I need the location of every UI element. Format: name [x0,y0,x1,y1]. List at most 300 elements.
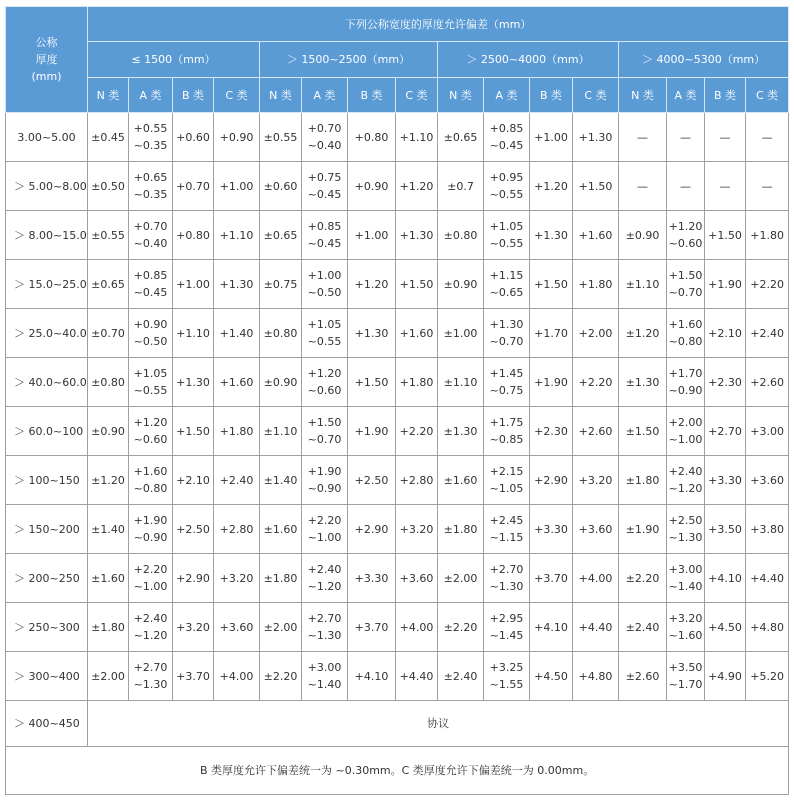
tolerance-cell [530,309,573,358]
tolerance-value: +0.80 [354,130,389,144]
tolerance-value: +0.90 [219,130,254,144]
tolerance-cell [438,309,484,358]
tolerance-cell [214,358,260,407]
tolerance-cell [667,309,705,358]
tolerance-cell [667,603,705,652]
tolerance-cell [746,211,789,260]
tolerance-cell [88,505,129,554]
tolerance-value: ±2.20 [263,669,298,683]
tolerance-cell [129,113,173,162]
tolerance-value: ~1.30 [307,629,342,642]
tolerance-value: — [637,179,648,193]
tolerance-cell [484,211,530,260]
tolerance-cell [173,358,214,407]
thickness-range-cell: 3.00~5.00 [6,113,88,162]
tolerance-cell [302,358,348,407]
tolerance-value: ~1.00 [307,531,342,544]
tolerance-cell [667,113,705,162]
class-header: A 类 [129,78,173,113]
tolerance-value: ±0.65 [443,130,478,144]
tolerance-cell [396,309,438,358]
tolerance-cell [173,652,214,701]
width-range-header: ≤ 1500（mm） [88,42,260,78]
tolerance-cell [619,456,667,505]
tolerance-cell [88,407,129,456]
table-row [6,407,789,456]
tolerance-value: +4.00 [578,571,613,585]
tolerance-value: ~0.40 [133,237,168,250]
thickness-range-cell: ＞ 150~200 [6,505,88,554]
tolerance-cell [705,162,746,211]
tolerance-value: ±0.50 [91,179,125,193]
tolerance-cell [260,260,302,309]
tolerance-cell [619,113,667,162]
tolerance-value: +4.00 [219,669,254,683]
tolerance-value: ~1.30 [133,678,168,691]
tolerance-value: ~0.60 [668,237,703,250]
tolerance-value: ~0.90 [133,531,168,544]
tolerance-value: ~0.85 [489,433,524,446]
tolerance-value: ~0.55 [489,188,524,201]
tolerance-cell [619,505,667,554]
tolerance-cell [484,603,530,652]
tolerance-cell [129,456,173,505]
tolerance-cell [348,260,396,309]
tolerance-value: +1.50 [354,375,389,389]
tolerance-value: +0.85 [307,220,342,233]
tolerance-cell [530,652,573,701]
thickness-range-cell: ＞ 40.0~60.0 [6,358,88,407]
tolerance-value: ±1.60 [91,571,125,585]
table-row [6,505,789,554]
tolerance-value: +2.50 [176,522,210,536]
tolerance-cell [746,554,789,603]
tolerance-value: — [680,130,691,144]
thickness-range-cell: ＞ 25.0~40.0 [6,309,88,358]
tolerance-value: +2.20 [750,277,784,291]
tolerance-value: +1.30 [489,318,524,331]
tolerance-value: ~0.55 [133,384,168,397]
tolerance-value: +2.80 [219,522,254,536]
tolerance-value: +0.70 [307,122,342,135]
tolerance-value: ~1.45 [489,629,524,642]
tolerance-value: +2.90 [354,522,389,536]
tolerance-value: +2.20 [399,424,434,438]
tolerance-cell [484,652,530,701]
tolerance-value: +0.70 [176,179,210,193]
tolerance-value: ±1.30 [625,375,660,389]
tolerance-cell [438,407,484,456]
tolerance-cell [173,309,214,358]
tolerance-value: +1.80 [399,375,434,389]
tolerance-value: +1.10 [399,130,434,144]
tolerance-value: +1.30 [354,326,389,340]
table-header [6,7,789,113]
thickness-range-cell: ＞ 5.00~8.00 [6,162,88,211]
tolerance-cell [573,113,619,162]
tolerance-value: ±0.90 [443,277,478,291]
tolerance-cell [573,211,619,260]
tolerance-cell [438,505,484,554]
tolerance-cell [438,113,484,162]
class-header: A 类 [302,78,348,113]
thickness-range-cell: ＞ 300~400 [6,652,88,701]
tolerance-value: ~0.75 [489,384,524,397]
table-row [6,456,789,505]
tolerance-value: +1.50 [176,424,210,438]
tolerance-value: +0.55 [133,122,168,135]
tolerance-value: +2.50 [668,514,703,527]
tolerance-cell [88,162,129,211]
tolerance-value: +4.40 [750,571,784,585]
tolerance-cell [619,554,667,603]
tolerance-value: +1.50 [534,277,568,291]
tolerance-cell [302,407,348,456]
tolerance-cell [260,554,302,603]
tolerance-cell [348,211,396,260]
tolerance-value: +1.40 [219,326,254,340]
tolerance-value: ±0.90 [91,424,125,438]
tolerance-value: +1.50 [578,179,613,193]
table-body [6,113,789,747]
tolerance-cell [746,603,789,652]
table-row [6,309,789,358]
tolerance-cell [705,505,746,554]
tolerance-value: +1.30 [578,130,613,144]
tolerance-value: ~0.40 [307,139,342,152]
tolerance-cell [484,260,530,309]
tolerance-cell [302,113,348,162]
tolerance-cell [746,113,789,162]
tolerance-cell [173,260,214,309]
tolerance-value: +3.30 [534,522,568,536]
tolerance-cell [573,603,619,652]
tolerance-cell [129,652,173,701]
tolerance-cell [746,505,789,554]
tolerance-cell [705,211,746,260]
tolerance-cell [302,162,348,211]
tolerance-value: +3.00 [307,661,342,674]
tolerance-value: ±0.70 [91,326,125,340]
tolerance-value: +1.45 [489,367,524,380]
tolerance-cell [530,456,573,505]
tolerance-value: +1.60 [133,465,168,478]
tolerance-cell [705,603,746,652]
tolerance-value: ±2.00 [91,669,125,683]
table-row [6,701,789,747]
tolerance-cell [484,456,530,505]
tolerance-value: +1.30 [534,228,568,242]
tolerance-cell [88,554,129,603]
tolerance-cell [530,113,573,162]
tolerance-value: ~0.60 [133,433,168,446]
tolerance-value: ±0.90 [263,375,298,389]
tolerance-cell [573,505,619,554]
tolerance-cell [302,211,348,260]
tolerance-value: ±1.50 [625,424,660,438]
tolerance-cell [214,505,260,554]
class-header: N 类 [260,78,302,113]
class-header-row [6,78,789,113]
tolerance-cell [619,358,667,407]
tolerance-cell [573,260,619,309]
tolerance-value: ~0.90 [307,482,342,495]
tolerance-value: +2.40 [219,473,254,487]
tolerance-value: ±1.80 [263,571,298,585]
tolerance-value: ±1.10 [263,424,298,438]
tolerance-value: ±2.00 [443,571,478,585]
tolerance-cell [619,603,667,652]
tolerance-value: +1.80 [750,228,784,242]
tolerance-value: +1.20 [668,220,703,233]
table-row [6,162,789,211]
tolerance-value: +1.15 [489,269,524,282]
tolerance-value: ±2.40 [443,669,478,683]
tolerance-cell [619,260,667,309]
tolerance-cell [88,358,129,407]
tolerance-value: +2.00 [578,326,613,340]
tolerance-cell [302,554,348,603]
tolerance-value: +2.40 [133,612,168,625]
tolerance-value: +1.20 [399,179,434,193]
tolerance-value: +1.60 [578,228,613,242]
tolerance-value: +1.10 [176,326,210,340]
tolerance-value: — [680,179,691,193]
tolerance-cell [619,407,667,456]
tolerance-value: ~1.55 [489,678,524,691]
tolerance-value: +1.00 [354,228,389,242]
tolerance-value: ~1.20 [307,580,342,593]
tolerance-value: ~1.15 [489,531,524,544]
tolerance-value: ±0.80 [91,375,125,389]
tolerance-value: +1.90 [133,514,168,527]
tolerance-cell [260,358,302,407]
tolerance-cell [484,162,530,211]
tolerance-cell [484,309,530,358]
agreement-cell: 协议 [88,701,789,747]
tolerance-value: ~1.20 [668,482,703,495]
tolerance-value: +3.70 [534,571,568,585]
tolerance-value: ±2.20 [625,571,660,585]
tolerance-value: +4.50 [534,669,568,683]
tolerance-value: +1.00 [307,269,342,282]
tolerance-value: +1.30 [399,228,434,242]
tolerance-cell [88,113,129,162]
class-header: C 类 [214,78,260,113]
tolerance-cell [484,358,530,407]
class-header: B 类 [530,78,573,113]
tolerance-value: +3.20 [176,620,210,634]
tolerance-value: +2.90 [176,571,210,585]
tolerance-cell [173,505,214,554]
tolerance-cell [438,162,484,211]
tolerance-value: ~0.45 [489,139,524,152]
tolerance-value: +3.70 [176,669,210,683]
tolerance-cell [573,162,619,211]
tolerance-value: +3.20 [578,473,613,487]
tolerance-cell [705,358,746,407]
tolerance-value: ~0.80 [668,335,703,348]
tolerance-cell [667,554,705,603]
tolerance-value: — [719,179,731,193]
tolerance-value: +1.50 [668,269,703,282]
tolerance-cell [214,162,260,211]
tolerance-value: ±1.80 [625,473,660,487]
tolerance-cell [214,456,260,505]
tolerance-value: ±0.60 [263,179,298,193]
tolerance-value: ~1.00 [133,580,168,593]
tolerance-value: +0.90 [354,179,389,193]
tolerance-value: +1.90 [307,465,342,478]
tolerance-cell [214,603,260,652]
tolerance-value: +1.05 [307,318,342,331]
tolerance-cell [173,554,214,603]
tolerance-value: +1.60 [219,375,254,389]
tolerance-value: ±0.90 [625,228,660,242]
tolerance-value: ~1.70 [668,678,703,691]
tolerance-cell [348,162,396,211]
tolerance-cell [667,652,705,701]
tolerance-cell [746,456,789,505]
thickness-header-line: 公称 [35,36,58,49]
tolerance-value: +2.80 [399,473,434,487]
tolerance-cell [705,113,746,162]
class-header: A 类 [484,78,530,113]
thickness-range-cell: ＞ 250~300 [6,603,88,652]
tolerance-value: ~0.70 [489,335,524,348]
tolerance-cell [705,456,746,505]
tolerance-value: +3.60 [578,522,613,536]
tolerance-value: ~1.40 [668,580,703,593]
tolerance-cell [619,309,667,358]
tolerance-cell [484,554,530,603]
tolerance-cell [396,358,438,407]
tolerance-cell [530,358,573,407]
tolerance-value: ~0.35 [133,188,168,201]
tolerance-value: ±0.45 [91,130,125,144]
tolerance-cell [88,456,129,505]
tolerance-value: ±0.65 [91,277,125,291]
tolerance-value: +1.60 [399,326,434,340]
tolerance-value: +0.70 [133,220,168,233]
tolerance-value: ~1.00 [668,433,703,446]
tolerance-value: +1.05 [489,220,524,233]
tolerance-cell [530,260,573,309]
tolerance-cell [173,113,214,162]
class-header: N 类 [438,78,484,113]
tolerance-value: +1.30 [219,277,254,291]
tolerance-value: ±1.30 [443,424,478,438]
tolerance-value: ~0.70 [668,286,703,299]
tolerance-cell [746,309,789,358]
tolerance-value: +3.20 [219,571,254,585]
tolerance-value: +4.10 [708,571,742,585]
tolerance-cell [667,407,705,456]
tolerance-value: +1.00 [219,179,254,193]
tolerance-value: +1.50 [399,277,434,291]
tolerance-cell [396,162,438,211]
tolerance-value: +2.40 [307,563,342,576]
tolerance-value: ±0.65 [263,228,298,242]
thickness-header-line: 厚度 [35,53,58,66]
tolerance-cell [214,554,260,603]
tolerance-cell [260,407,302,456]
tolerance-cell [396,260,438,309]
tolerance-cell [667,260,705,309]
tolerance-cell [573,652,619,701]
tolerance-value: +2.20 [133,563,168,576]
tolerance-cell [396,113,438,162]
tolerance-value: +1.90 [534,375,568,389]
tolerance-cell [173,603,214,652]
table-row [6,211,789,260]
tolerance-value: +3.80 [750,522,784,536]
tolerance-value: +1.50 [708,228,742,242]
thickness-tolerance-table [5,6,789,795]
tolerance-cell [302,603,348,652]
tolerance-value: ~0.80 [133,482,168,495]
tolerance-cell [484,407,530,456]
tolerance-cell [260,162,302,211]
tolerance-cell [88,603,129,652]
tolerance-value: +1.20 [133,416,168,429]
tolerance-cell [348,113,396,162]
tolerance-cell [484,113,530,162]
tolerance-cell [173,211,214,260]
tolerance-value: ±1.10 [625,277,660,291]
tolerance-cell [214,211,260,260]
tolerance-value: ~0.65 [489,286,524,299]
tolerance-value: ~0.50 [307,286,342,299]
tolerance-value: +2.95 [489,612,524,625]
tolerance-cell [396,456,438,505]
thickness-header-line: (mm) [31,70,62,83]
tolerance-cell [88,652,129,701]
tolerance-value: +2.70 [133,661,168,674]
tolerance-value: ±1.90 [625,522,660,536]
width-group-title: 下列公称宽度的厚度允许偏差（mm） [88,7,789,42]
tolerance-value: +2.70 [489,563,524,576]
tolerance-cell [396,407,438,456]
tolerance-cell [396,603,438,652]
tolerance-cell [173,456,214,505]
tolerance-cell [348,456,396,505]
tolerance-value: — [637,130,648,144]
thickness-range-cell: ＞ 8.00~15.0 [6,211,88,260]
tolerance-value: — [719,130,731,144]
tolerance-value: ~1.20 [133,629,168,642]
tolerance-cell [302,505,348,554]
tolerance-value: +1.80 [578,277,613,291]
tolerance-cell [705,407,746,456]
tolerance-cell [667,211,705,260]
tolerance-value: +2.60 [578,424,613,438]
tolerance-value: +4.40 [578,620,613,634]
tolerance-cell [260,211,302,260]
tolerance-value: +4.10 [534,620,568,634]
tolerance-value: +3.00 [750,424,784,438]
tolerance-value: +4.40 [399,669,434,683]
tolerance-value: +2.45 [489,514,524,527]
tolerance-value: ~0.45 [307,237,342,250]
tolerance-value: +4.90 [708,669,742,683]
tolerance-value: +3.60 [219,620,254,634]
table-row [6,554,789,603]
tolerance-value: +3.50 [668,661,703,674]
class-header: B 类 [173,78,214,113]
tolerance-cell [129,505,173,554]
tolerance-cell [396,211,438,260]
